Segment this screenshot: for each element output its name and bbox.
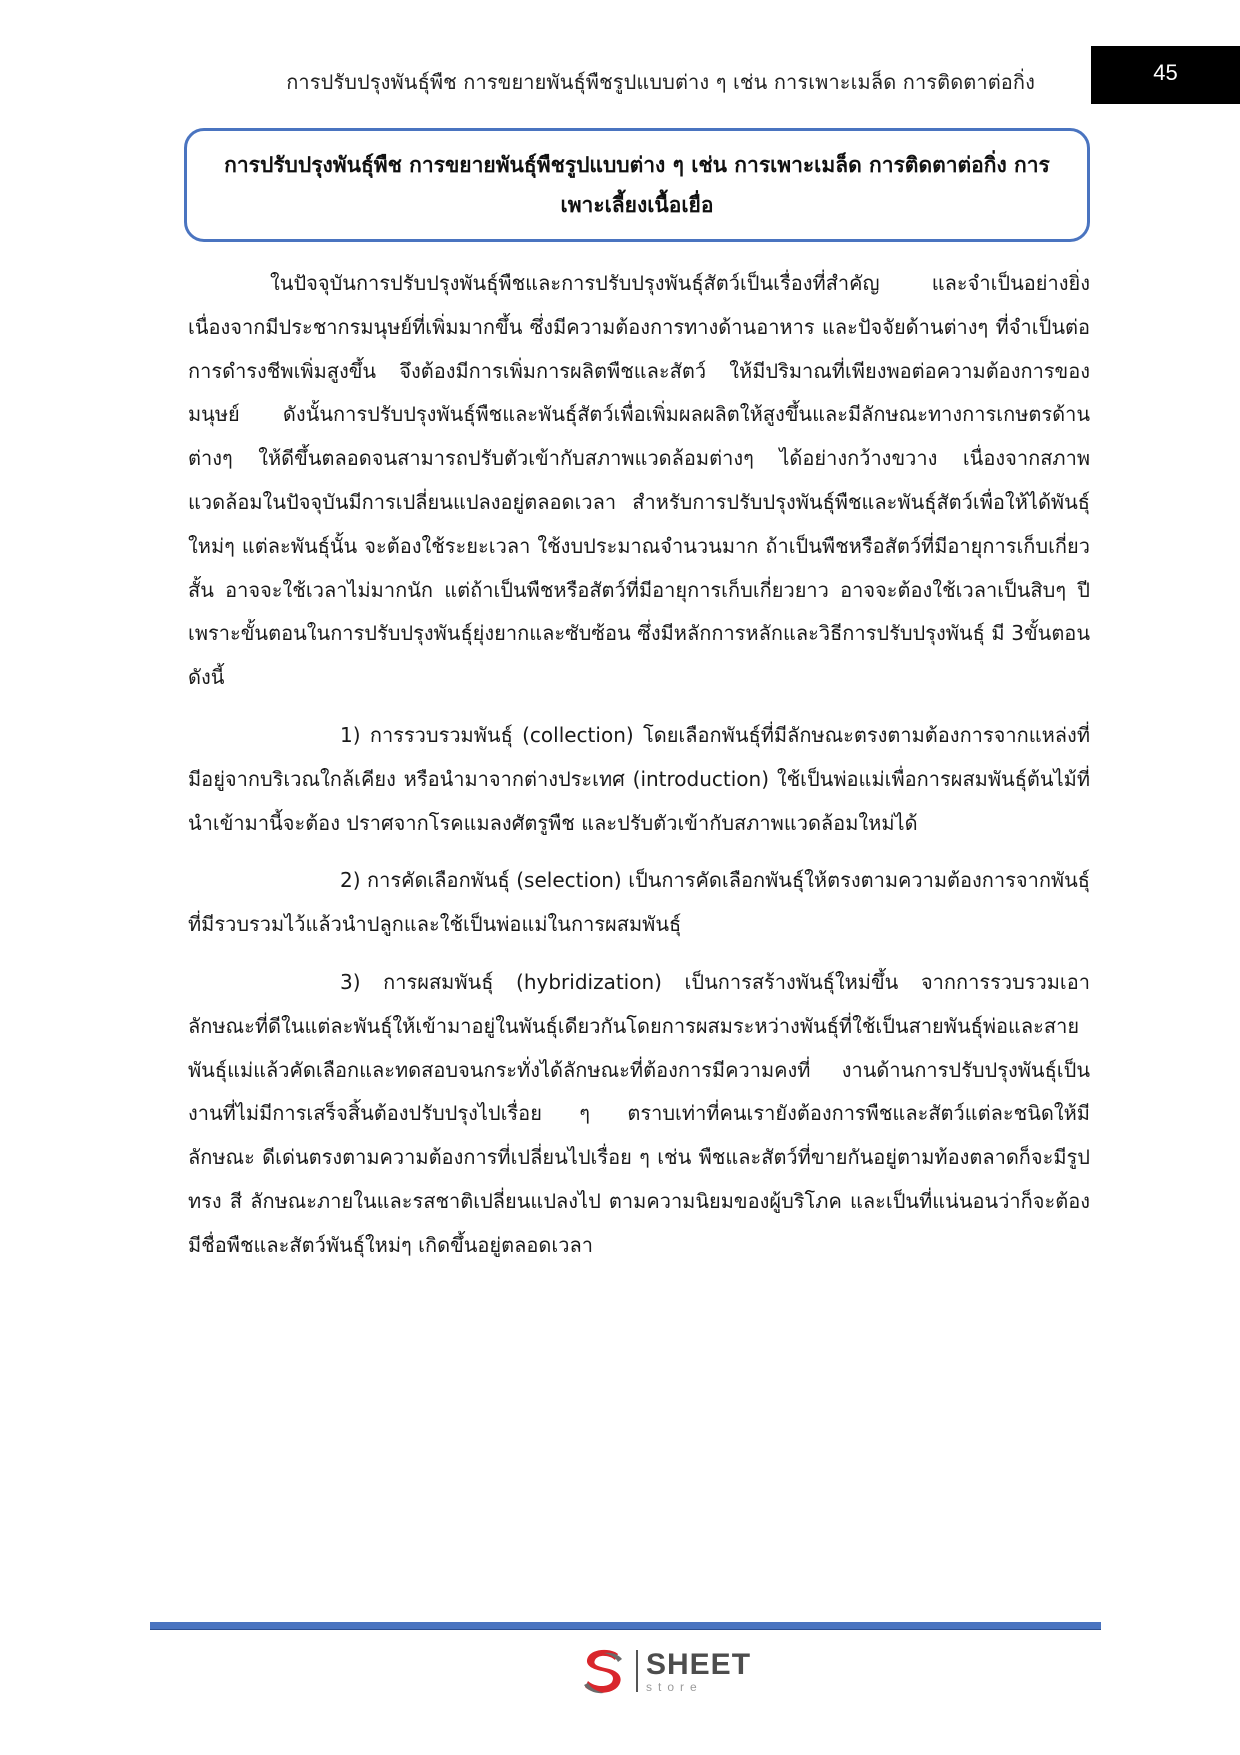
title-box [184,128,1090,242]
page-number: 45 [1153,60,1178,85]
body-text [188,262,1090,1268]
logo-sheet-text: SHEET [646,1647,752,1681]
intro-paragraph: ในปัจจุบันการปรับปรุงพันธุ์พืชและการปรับปรุงพันธุ์สัตว์เป็นเรื่องที่สำคัญ และจำเป็นอย่างยิ่ง เนื่องจากมีประชากรมนุษย์ที่เพิ่มมากขึ้น ซึ่งมีความต้องการทางด้านอาหาร และปัจจัยด้านต่างๆ ที่จำเป็นต่อการดำรงชีพเพิ่มสูงขึ้น จึงต้องมีการเพิ่มการผลิตพืชและสัตว์ ให้มีปริมาณที่เพียงพอต่อความต้องการของมนุษย์ ดังนั้นการปรับปรุงพันธุ์พืชและพันธุ์สัตว์เพื่อเพิ่มผลผลิตให้สูงขึ้นและมีลักษณะทางการเกษตรด้านต่างๆ ให้ดีขึ้นตลอดจนสามารถปรับตัวเข้ากับสภาพแวดล้อมต่างๆ ได้อย่างกว้างขวาง เนื่องจากสภาพแวดล้อมในปัจจุบันมีการเปลี่ยนแปลงอยู่ตลอดเวลา สำหรับการปรับปรุงพันธุ์พืชและพันธุ์สัตว์เพื่อให้ได้พันธุ์ใหม่ๆ แต่ละพันธุ์นั้น จะต้องใช้ระยะเวลา ใช้งบประมาณจำนวนมาก ถ้าเป็นพืชหรือสัตว์ที่มีอายุการเก็บเกี่ยวสั้น อาจจะใช้เวลาไม่มากนัก แต่ถ้าเป็นพืชหรือสัตว์ที่มีอายุการเก็บเกี่ยวยาว อาจจะต้องใช้เวลาเป็นสิบๆ ปี เพราะขั้นตอนในการปรับปรุงพันธุ์ยุ่งยากและซับซ้อน ซึ่งมีหลักการหลักและวิธีการปรับปรุงพันธุ์ มี 3ขั้นตอน ดังนี้ [188,271,1090,690]
step-3-paragraph: 3) การผสมพันธุ์ (hybridization) เป็นการสร้างพันธุ์ใหม่ขึ้น จากการรวบรวมเอาลักษณะที่ดีในแต่ละพันธุ์ให้เข้ามาอยู่ในพันธุ์เดียวกันโดยการผสมระหว่างพันธุ์ที่ใช้เป็นสายพันธุ์พ่อและสายพันธุ์แม่แล้วคัดเลือกและทดสอบจนกระทั่งได้ลักษณะที่ต้องการมีความคงที่ งานด้านการปรับปรุงพันธุ์เป็นงานที่ไม่มีการเสร็จสิ้นต้องปรับปรุงไปเรื่อย ๆ ตราบเท่าที่คนเรายังต้องการพืชและสัตว์แต่ละชนิดให้มีลักษณะ ดีเด่นตรงตามความต้องการที่เปลี่ยนไปเรื่อย ๆ เช่น พืชและสัตว์ที่ขายกันอยู่ตามท้องตลาดก็จะมีรูปทรง สี ลักษณะภายในและรสชาติเปลี่ยนแปลงไป ตามความนิยมของผู้บริโภค และเป็นที่แน่นอนว่าก็จะต้องมีชื่อพืชและสัตว์พันธุ์ใหม่ๆ เกิดขึ้นอยู่ตลอดเวลา [188,969,1090,1257]
logo-divider [636,1650,638,1692]
sheet-store-logo [578,1645,751,1697]
page-title: การปรับปรุงพันธุ์พืช การขยายพันธุ์พืชรูปแบบต่าง ๆ เช่น การเพาะเมล็ด การติดตาต่อกิ่ง การเพาะเลี้ยงเนื้อเยื่อ [224,153,1050,217]
logo-store-text: store [646,1679,703,1694]
step-1-paragraph: 1) การรวบรวมพันธุ์ (collection) โดยเลือกพันธุ์ที่มีลักษณะตรงตามต้องการจากแหล่งที่มีอยู่จากบริเวณใกล้เคียง หรือนำมาจากต่างประเทศ (introduction) ใช้เป็นพ่อแม่เพื่อการผสมพันธุ์ต้นไม้ที่นำเข้ามานี้จะต้อง ปราศจากโรคแมลงศัตรูพืช และปรับตัวเข้ากับสภาพแวดล้อมใหม่ได้ [188,722,1090,835]
sheet-store-s-mark-icon [578,1645,630,1697]
page-number-box [1091,46,1240,104]
step-2-paragraph: 2) การคัดเลือกพันธุ์ (selection) เป็นการคัดเลือกพันธุ์ให้ตรงตามความต้องการจากพันธุ์ที่มีรวบรวมไว้แล้วนำปลูกและใช้เป็นพ่อแม่ในการผสมพันธุ์ [188,868,1090,937]
logo-wordmark [646,1647,752,1694]
running-header: การปรับปรุงพันธุ์พืช การขยายพันธุ์พืชรูปแบบต่าง ๆ เช่น การเพาะเมล็ด การติดตาต่อกิ่ง [286,70,1035,94]
footer-rule [150,1622,1101,1630]
